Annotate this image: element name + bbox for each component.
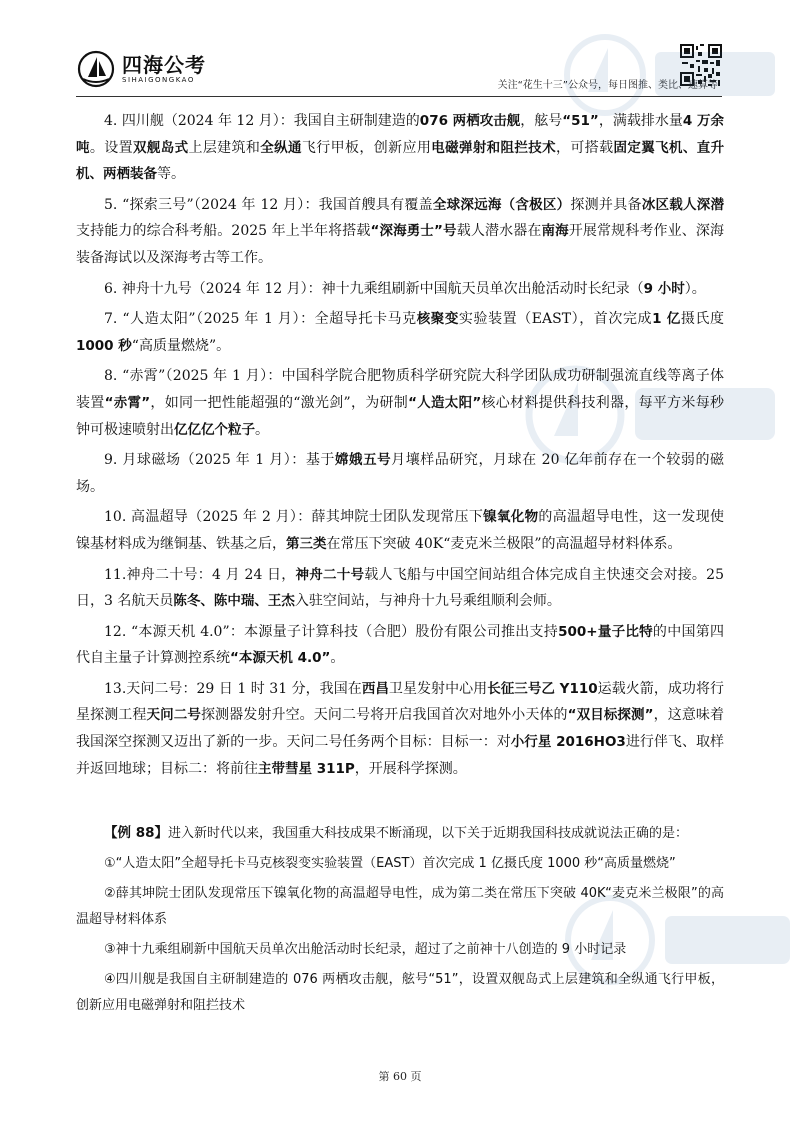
- body-text: 13.天问二号：29 日 1 时 31 分，我国在: [104, 680, 362, 697]
- body-text: 。: [330, 650, 345, 667]
- highlight-text: “赤霄”: [104, 394, 151, 411]
- page-header: [0, 0, 800, 100]
- highlight-text: 双舰岛式: [132, 139, 189, 156]
- list-item: [76, 276, 724, 303]
- body-text: 月壤样品研究，月球在 20 亿年前存在一个较弱的磁场。: [76, 452, 725, 495]
- body-text: “高质量燃烧”。: [131, 337, 231, 354]
- body-text: 12. “本源天机 4.0”：本源量子计算科技（合肥）股份有限公司推出支持: [104, 623, 559, 640]
- brand-name-latin: SIHAIGONGKAO: [122, 76, 195, 84]
- body-text: 等。: [157, 166, 185, 183]
- highlight-text: 1000 秒: [76, 337, 132, 354]
- highlight-text: 1 亿: [652, 311, 681, 328]
- body-text: 9. 月球磁场（2025 年 1 月）：基于: [104, 452, 335, 469]
- body-text: 7. “人造太阳”（2025 年 1 月）：全超导托卡马克: [104, 311, 417, 328]
- body-text: ，满载排水量: [598, 113, 683, 129]
- highlight-text: 亿亿亿个粒子: [174, 421, 255, 438]
- body-text: 载人飞船与中国空间站组合体完成自主快速交会对接。25 日，3 名航天员: [76, 566, 724, 610]
- highlight-text: 固定翼飞机、直升机、两栖装备: [76, 139, 725, 183]
- highlight-text: 全纵通: [260, 139, 302, 156]
- body-text: 上层建筑和: [188, 139, 261, 156]
- page-number: 第 60 页: [378, 1070, 422, 1083]
- brand-name: 四海公考: [122, 53, 206, 77]
- body-text: 6. 神舟十九号（2024 年 12 月）：神十九乘组刷新中国航天员单次出舱活动时长纪录（: [104, 280, 644, 297]
- highlight-text: 电磁弹射和阻拦技术: [431, 139, 557, 156]
- highlight-text: 天问二号: [146, 707, 201, 724]
- body-text: 进行伴飞、取样并返回地球；目标二：将前往: [76, 734, 725, 777]
- highlight-text: 500+量子比特: [558, 623, 653, 640]
- body-text: ，舷号: [520, 113, 563, 129]
- highlight-text: “深海勇士”号: [370, 223, 457, 240]
- list-item: [76, 306, 724, 359]
- list-item: [76, 676, 724, 782]
- highlight-text: 陈冬、陈中瑞、王杰: [173, 593, 295, 610]
- example-question-text: 进入新时代以来，我国重大科技成果不断涌现，以下关于近期我国科技成就说法正确的是：: [168, 826, 689, 841]
- highlight-text: 西昌: [361, 680, 389, 697]
- example-question: [76, 820, 724, 1023]
- body-text: 摄氏度: [680, 311, 725, 328]
- body-text: 11.神舟二十号：4 月 24 日，: [104, 566, 296, 583]
- highlight-text: 镍氧化物: [483, 509, 539, 526]
- body-text: ）。: [684, 280, 706, 297]
- body-text: 卫星发射中心用: [388, 680, 488, 697]
- list-item: [76, 504, 724, 557]
- body-text: ，这意味着我国深空探测又迈出了新的一步。天问二号任务两个目标：目标一：对: [76, 707, 725, 751]
- example-option: ④四川舰是我国自主研制建造的 076 两栖攻击舰，舷号“51”，设置双舰岛式上层建筑和全纵通飞行甲板，创新应用电磁弹射和阻拦技术: [76, 972, 724, 1013]
- list-item: [76, 192, 724, 272]
- list-item: [76, 619, 724, 672]
- highlight-text: 长征三号乙 Y110: [487, 680, 598, 697]
- body-text: ，可搭载: [556, 139, 614, 156]
- highlight-text: 小行星 2016HO3: [510, 734, 626, 751]
- body-text: 4. 四川舰（2024 年 12 月）：我国自主研制建造的: [104, 113, 420, 129]
- highlight-text: 全球深远海（含极区）: [432, 196, 571, 213]
- body-text: 运载火箭，成功将行星探测工程: [76, 680, 725, 724]
- highlight-text: 核聚变: [416, 311, 459, 328]
- body-text: 在常压下突破 40K“麦克米兰极限”的高温超导材料体系。: [326, 535, 682, 552]
- brand-logo: [76, 50, 206, 88]
- body-text: 入驻空间站，与神舟十九号乘组顺利会师。: [294, 593, 561, 610]
- sailboat-logo-icon: [76, 50, 116, 88]
- body-text: 核心材料提供科技利器，每平方米每秒钟可极速喷射出: [76, 394, 724, 438]
- example-label: 【例 88】: [104, 825, 168, 841]
- body-text: 的中国第四代自主量子计算测控系统: [76, 623, 724, 667]
- highlight-text: 4 万余吨: [76, 113, 725, 156]
- body-text: 8. “赤霄”（2025 年 1 月）：中国科学院合肥物质科学研究院大科学团队成功研制强流直线等离子体装置: [76, 368, 724, 411]
- body-text: 探测并具备: [570, 196, 642, 213]
- highlight-text: 南海: [541, 223, 569, 240]
- highlight-text: 冰区载人深潜: [641, 196, 725, 213]
- example-option: ②薛其坤院士团队发现常压下镍氧化物的高温超导电性，成为第二类在常压下突破 40K“麦克米兰极限”的高温超导材料体系: [76, 886, 724, 927]
- example-option: ③神十九乘组刷新中国航天员单次出舱活动时长纪录，超过了之前神十八创造的 9 小时记录: [104, 942, 627, 957]
- body-text: 探测器发射升空。天问二号将开启我国首次对地外小天体的: [200, 707, 568, 724]
- highlight-text: “双目标探测”: [567, 707, 654, 724]
- list-item: [76, 108, 724, 188]
- header-divider: [76, 96, 722, 97]
- highlight-text: 主带彗星 311P: [258, 760, 355, 777]
- list-item: [76, 562, 724, 615]
- body-text: 。设置: [89, 139, 133, 156]
- body-text: 支持能力的综合科考船。2025 年上半年将搭载: [76, 223, 371, 240]
- body-text: 飞行甲板，创新应用: [301, 139, 432, 156]
- highlight-text: 第三类: [286, 535, 327, 552]
- body-text: 5. “探索三号”（2024 年 12 月）：我国首艘具有覆盖: [104, 196, 433, 213]
- body-text: ，开展科学探测。: [354, 760, 467, 777]
- body-text: 实验装置（EAST），首次完成: [458, 311, 653, 328]
- highlight-text: 嫦娥五号: [334, 452, 392, 469]
- highlight-text: “人造太阳”: [408, 394, 482, 411]
- header-note: 关注“花生十三”公众号，每日图推、类比、速算等: [497, 80, 718, 91]
- highlight-text: 9 小时: [643, 280, 685, 297]
- list-item: [76, 363, 724, 443]
- highlight-text: “本源天机 4.0”: [230, 650, 331, 667]
- body-text: 。: [255, 421, 269, 438]
- example-stem: [76, 820, 724, 847]
- body-text: 的高温超导电性，这一发现使镍基材料成为继铜基、铁基之后，: [76, 509, 725, 552]
- highlight-text: “51”: [562, 113, 599, 129]
- body-text: 开展常规科考作业、深海装备海试以及深海考古等工作。: [76, 223, 725, 266]
- highlight-text: 神舟二十号: [295, 566, 365, 583]
- highlight-text: 076 两栖攻击舰: [419, 113, 521, 129]
- achievement-list: [76, 108, 724, 786]
- body-text: 载人潜水器在: [456, 223, 542, 240]
- list-item: [76, 447, 724, 500]
- body-text: ，如同一把性能超强的“激光剑”，为研制: [150, 394, 409, 411]
- body-text: 10. 高温超导（2025 年 2 月）：薛其坤院士团队发现常压下: [104, 509, 484, 526]
- example-option: ①“人造太阳”全超导托卡马克核裂变实验装置（EAST）首次完成 1 亿摄氏度 1000 秒“高质量燃烧”: [104, 856, 676, 871]
